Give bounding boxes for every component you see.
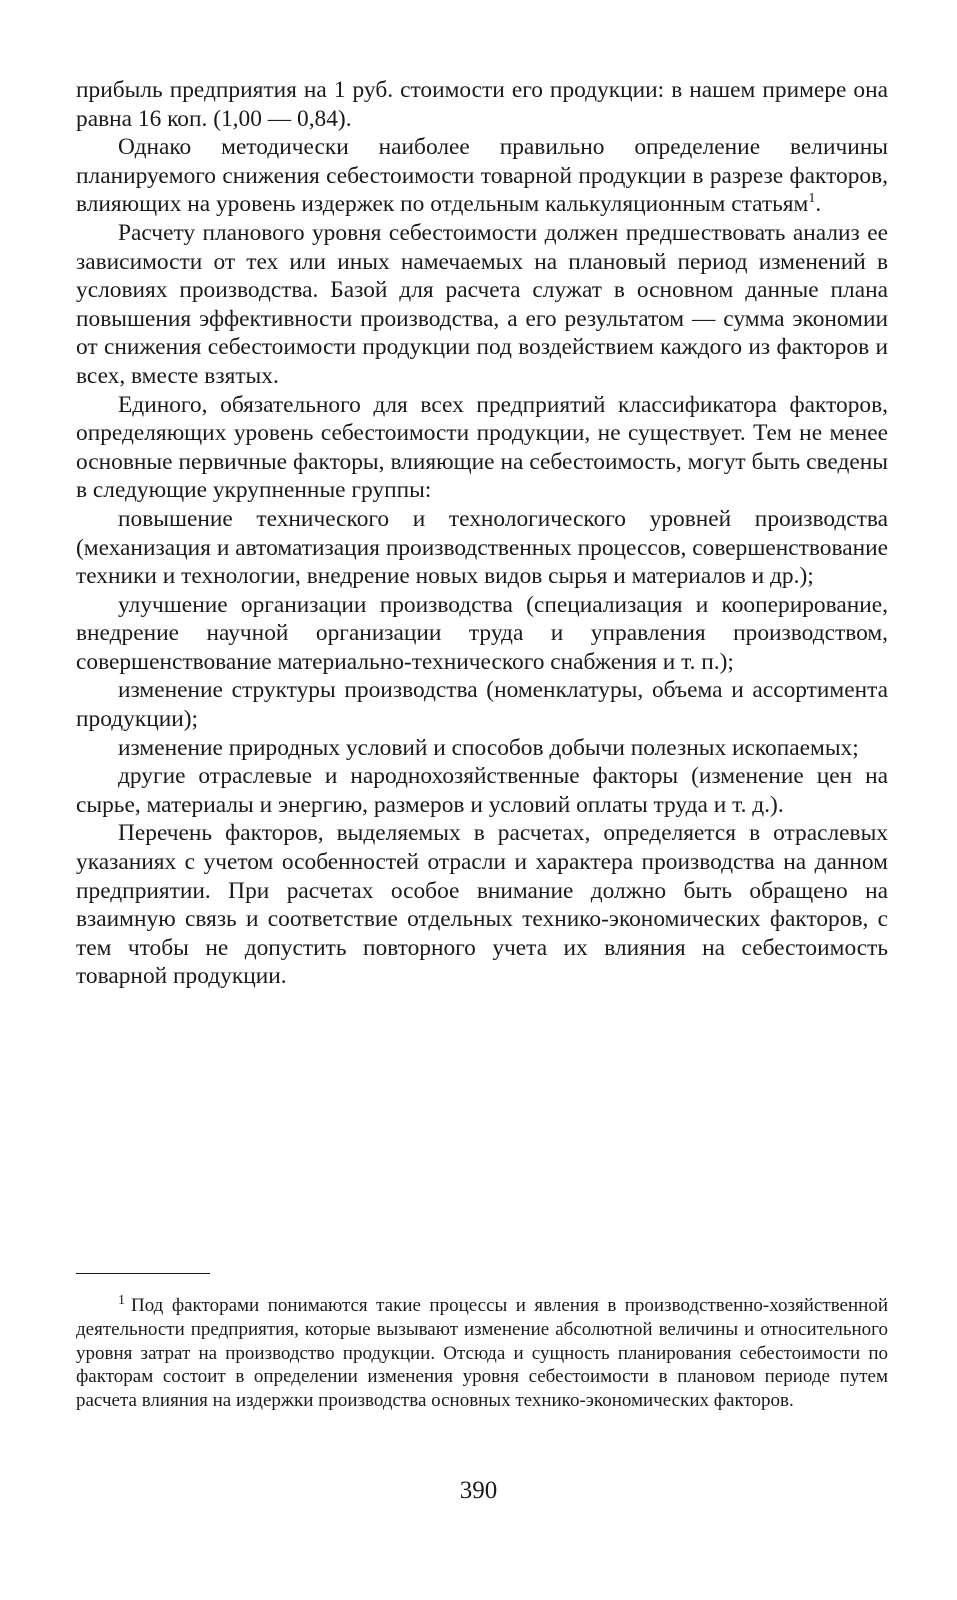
footnote [76,1294,888,1413]
list-item-5: другие отраслевые и народнохозяйственные факторы (изменение цен на сырье, материалы и энергию, размеров и условий оплаты труда и т. д.). [76,763,888,818]
list-item-3: изменение структуры производства (номенклатуры, объема и ассортимента продукции); [76,677,888,733]
footnote-mark: 1 [118,1292,125,1308]
paragraph-2-text: Однако методически наиболее правильно определение величины планируемого снижения себестоимости товарной продукции в разрезе факторов, влияющих на уровень издержек по отдельным калькуляционным статьям [76,134,888,218]
footnote-divider [76,1273,210,1274]
main-text [76,76,888,991]
list-item-1: повышение технического и технологического уровней производства (механизация и автоматизация производственных процессов, совершенствование техники и технологии, внедрение новых видов сырья и материалов и др.); [76,505,888,590]
paragraph-4: Единого, обязательного для всех предприятий классификатора факторов, определяющих уровень себестоимости продукции, не существует. Тем не менее основные первичные факторы, влияющие на себестоимость, могут быть сведены в следующие укрупненные группы: [76,391,888,504]
footnote-text: Под факторами понимаются такие процессы и явления в производственно-хозяйственной деятельности предприятия, которые вызывают изменение абсолютной величины и относительного уровня затрат на производство продукции. Отсюда и сущность планирования себестоимости по факторам состоит в определении изменения уровня себестоимости в плановом периоде путем расчета влияния на издержки производства основных технико-экономических факторов. [76,1295,888,1412]
paragraph-2 [76,133,888,219]
paragraph-2-end: . [815,191,822,218]
page-body [76,76,888,991]
page-number: 390 [459,1477,498,1504]
footnote-reference: 1 [808,191,816,207]
paragraph-1: прибыль предприятия на 1 руб. стоимости его продукции: в нашем примере она равна 16 коп. (1,00 — 0,84). [76,77,888,132]
list-item-4: изменение природных условий и способов добычи полезных ископаемых; [118,734,859,761]
paragraph-5: Перечень факторов, выделяемых в расчетах, определяется в отраслевых указаниях с учетом особенностей отрасли и характера производства на данном предприятии. При расчетах особое внимание должно быть обращено на взаимную связь и соответствие отдельных технико-экономических факторов, с тем чтобы не допустить повторного учета их влияния на себестоимость товарной продукции. [76,820,888,990]
list-item-2: улучшение организации производства (специализация и кооперирование, внедрение научной организации труда и управления производством, совершенствование материально-технического снабжения и т. п.); [76,591,888,675]
paragraph-3: Расчету планового уровня себестоимости должен предшествовать анализ ее зависимости от тех или иных намечаемых на плановый период изменений в условиях производства. Базой для расчета служат в основном данные плана повышения эффективности производства, а его результатом — сумма экономии от снижения себестоимости продукции под воздействием каждого из факторов и всех, вместе взятых. [76,219,888,389]
footnote-text-block [76,1294,888,1413]
